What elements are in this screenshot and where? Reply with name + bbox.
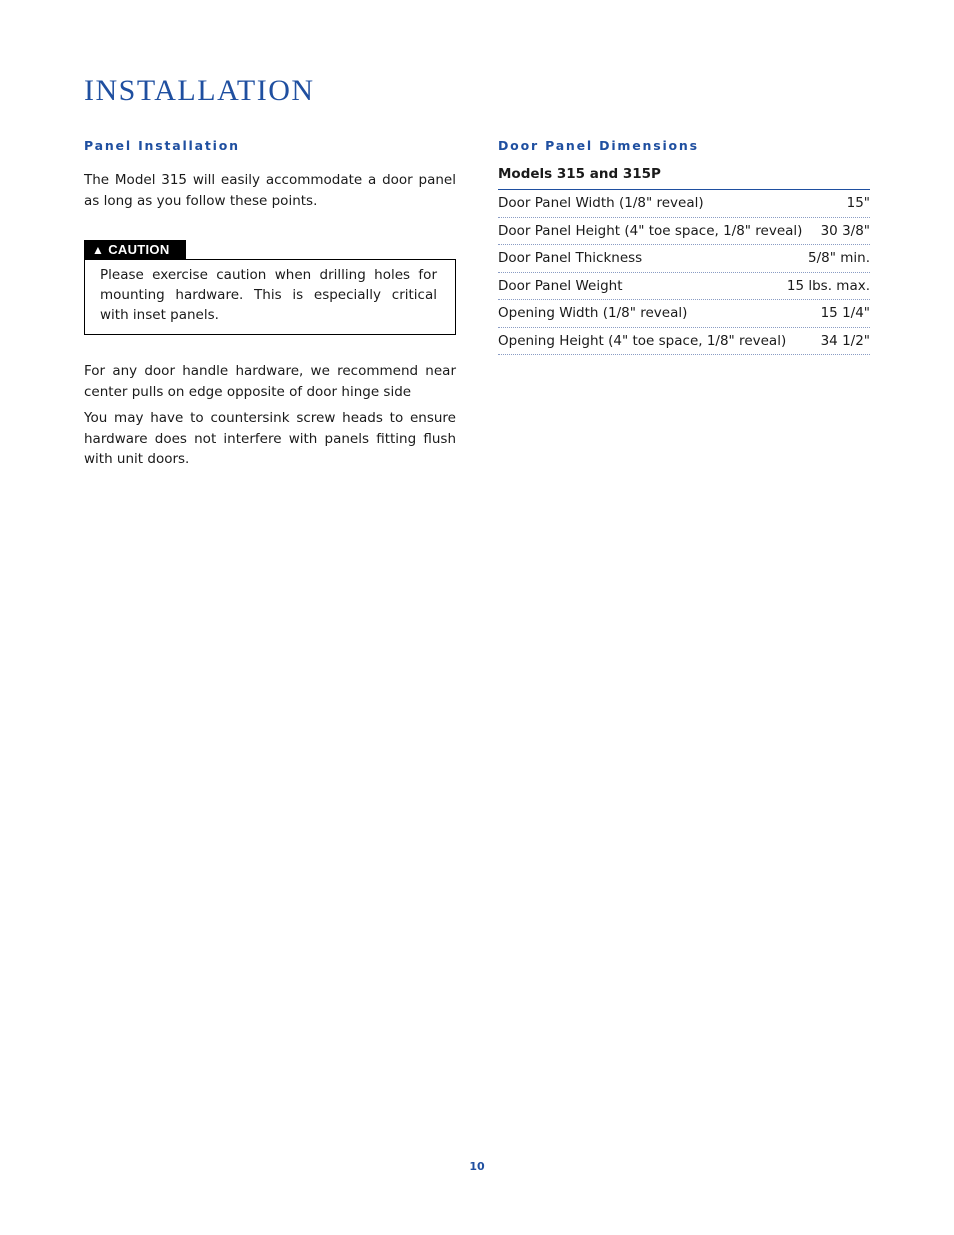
dimension-label: Door Panel Height (4" toe space, 1/8" reveal) [498, 222, 803, 239]
dimension-row-panel-thickness [498, 245, 870, 273]
dimension-value: 15" [846, 195, 870, 211]
caution-notice [84, 239, 456, 335]
handle-hardware-paragraph: For any door handle hardware, we recommend near center pulls on edge opposite of door hinge side [84, 363, 456, 400]
door-panel-dimensions-heading: Door Panel Dimensions [498, 138, 699, 153]
dimension-value: 15 lbs. max. [786, 277, 870, 294]
caution-tag [84, 240, 186, 259]
page-title: INSTALLATION [84, 74, 315, 107]
caution-label: CAUTION [108, 242, 170, 257]
dimension-value: 5/8" min. [808, 250, 870, 266]
caution-text: Please exercise caution when drilling holes for mounting hardware. This is especially critical with inset panels. [100, 267, 437, 323]
dimension-value: 15 1/4" [820, 305, 870, 321]
intro-text: The Model 315 will easily accommodate a door panel as long as you follow these points. [84, 172, 456, 209]
dimension-row-opening-width [498, 300, 870, 328]
dimension-row-panel-height [498, 218, 870, 246]
warning-triangle-icon: ▲ [92, 243, 105, 257]
dimension-label: Opening Height (4" toe space, 1/8" reveal) [498, 332, 787, 349]
dimension-value: 30 3/8" [820, 222, 870, 239]
dimension-label: Door Panel Thickness [498, 250, 643, 266]
dimension-label: Door Panel Width (1/8" reveal) [498, 195, 704, 211]
dimension-label: Opening Width (1/8" reveal) [498, 305, 688, 321]
dimensions-table [498, 190, 870, 355]
dimension-value: 34 1/2" [820, 332, 870, 349]
dimension-label: Door Panel Weight [498, 277, 623, 294]
countersink-paragraph: You may have to countersink screw heads to ensure hardware does not interfere with panels fitting flush with unit doors. [84, 410, 456, 467]
dimension-row-panel-width [498, 190, 870, 218]
models-label: Models 315 and 315P [498, 164, 870, 190]
caution-box [84, 259, 456, 335]
panel-installation-section [84, 138, 456, 470]
dimension-row-panel-weight [498, 273, 870, 301]
door-panel-dimensions-section [498, 138, 870, 355]
panel-installation-heading: Panel Installation [84, 138, 240, 153]
page-number: 10 [469, 1160, 485, 1173]
dimension-row-opening-height [498, 328, 870, 356]
